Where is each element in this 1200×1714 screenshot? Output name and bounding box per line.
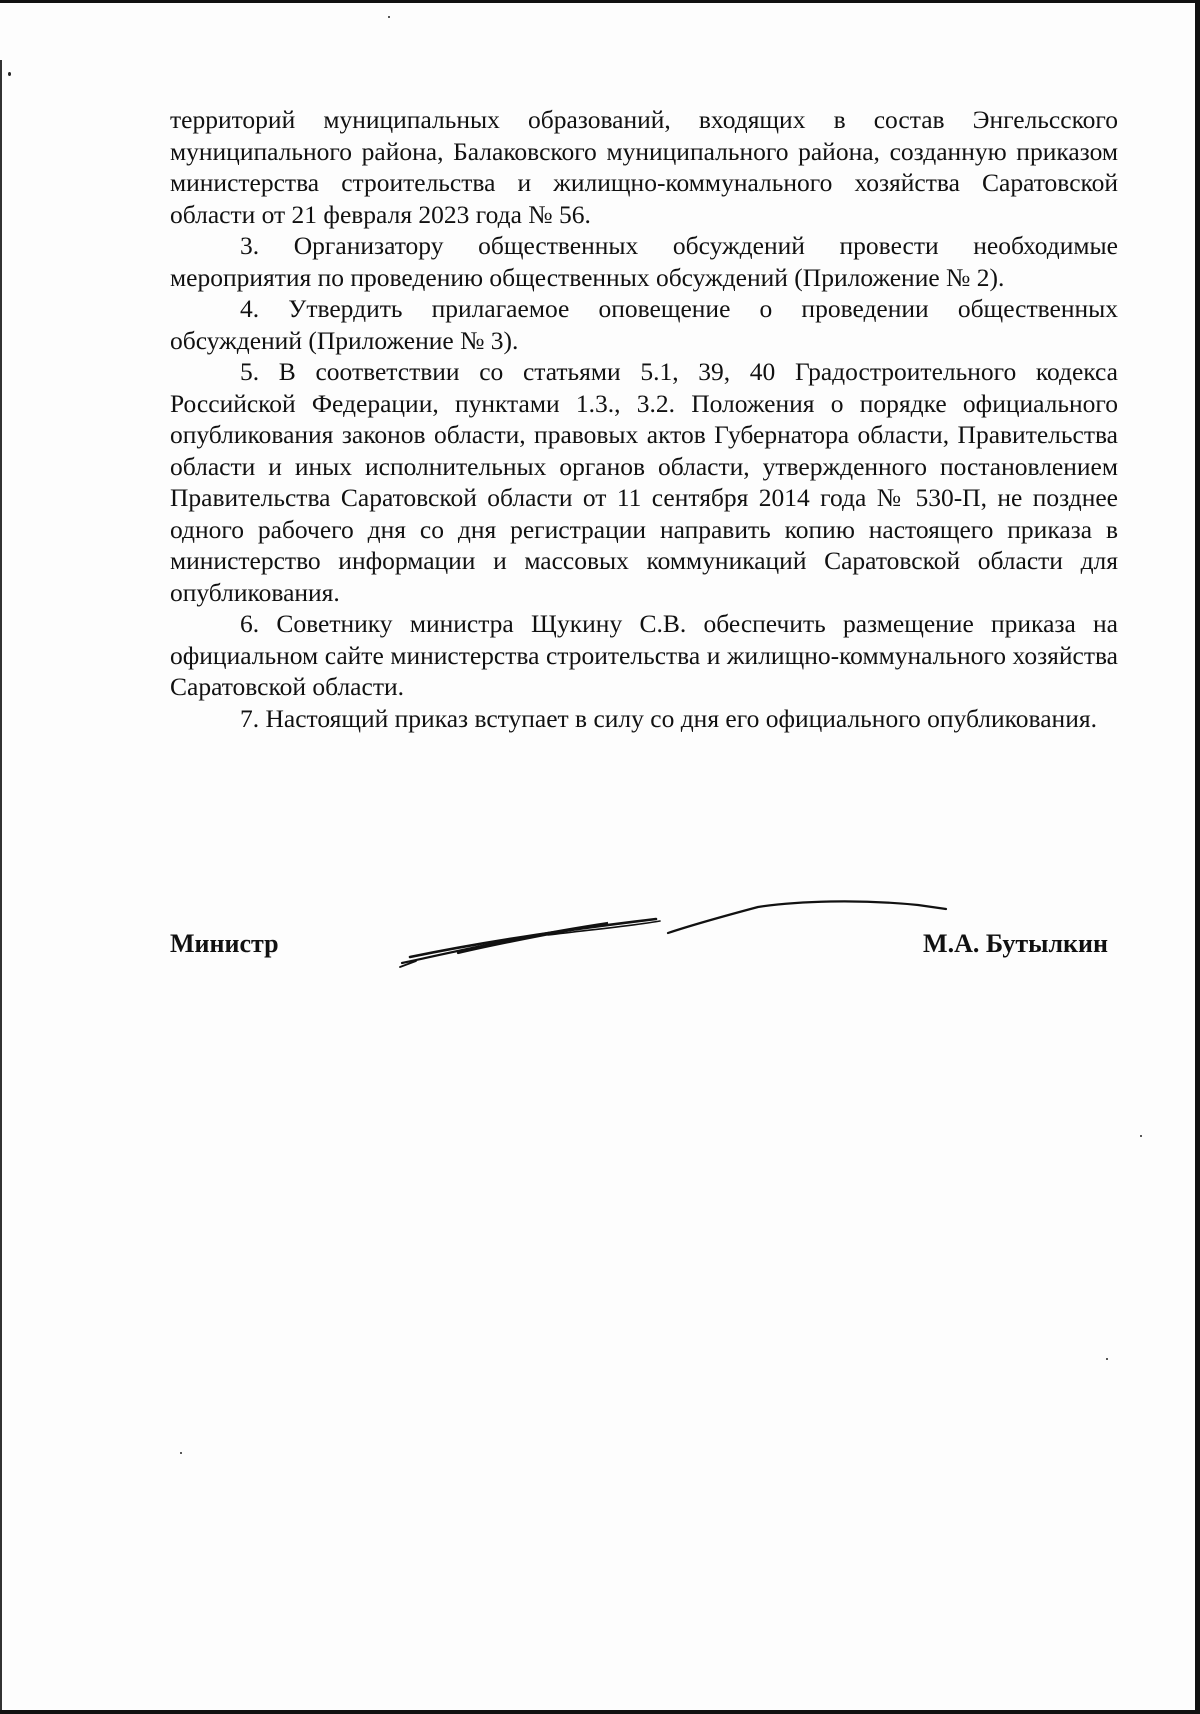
scan-speck [1140, 1135, 1142, 1137]
signatory-name: М.А. Бутылкин [923, 929, 1108, 958]
paragraph-item-4: 4. Утвердить прилагаемое оповещение о проведении общественных обсуждений (Приложение № 3). [170, 294, 1118, 355]
paragraph-item-7: 7. Настоящий приказ вступает в силу со дня его официального опубликования. [240, 703, 1097, 733]
paragraph-item-5: 5. В соответствии со статьями 5.1, 39, 40 Градостроительного кодекса Российской Федерации, пунктами 1.3., 3.2. Положения о порядке официального опубликования законов области, правовых актов Губернатора области, Правительства области и иных исполнительных органов области, утвержденного постановлением Правительства Саратовской области от 11 сентября 2014 года № 530-П, не позднее одного рабочего дня со дня регистрации направить копию настоящего приказа в министерство информации и массовых коммуникаций Саратовской области для опубликования. [170, 357, 1118, 607]
paragraph-item-6: 6. Советнику министра Щукину С.В. обеспечить размещение приказа на официальном сайте министерства строительства и жилищно-коммунального хозяйства Саратовской области. [170, 609, 1118, 701]
paragraph-item-3: 3. Организатору общественных обсуждений провести необходимые мероприятия по проведению общественных обсуждений (Приложение № 2). [170, 231, 1118, 292]
signatory-position: Министр [170, 929, 279, 958]
handwritten-signature [398, 895, 958, 975]
scan-speck [8, 72, 11, 76]
scan-edge-left [0, 60, 2, 1714]
scan-edge-right [1195, 0, 1200, 1714]
paragraph-continuation: территорий муниципальных образований, входящих в состав Энгельсского муниципального района, Балаковского муниципального района, созданную приказом министерства строительства и жилищно-коммунального хозяйства Саратовской области от 21 февраля 2023 года № 56. [170, 105, 1118, 229]
order-body-text [170, 104, 1118, 734]
scan-edge-bottom [0, 1710, 1200, 1714]
scan-speck [1106, 1358, 1108, 1360]
scan-speck [388, 16, 390, 18]
scan-edge-top [0, 0, 1200, 3]
scan-speck [180, 1452, 182, 1454]
